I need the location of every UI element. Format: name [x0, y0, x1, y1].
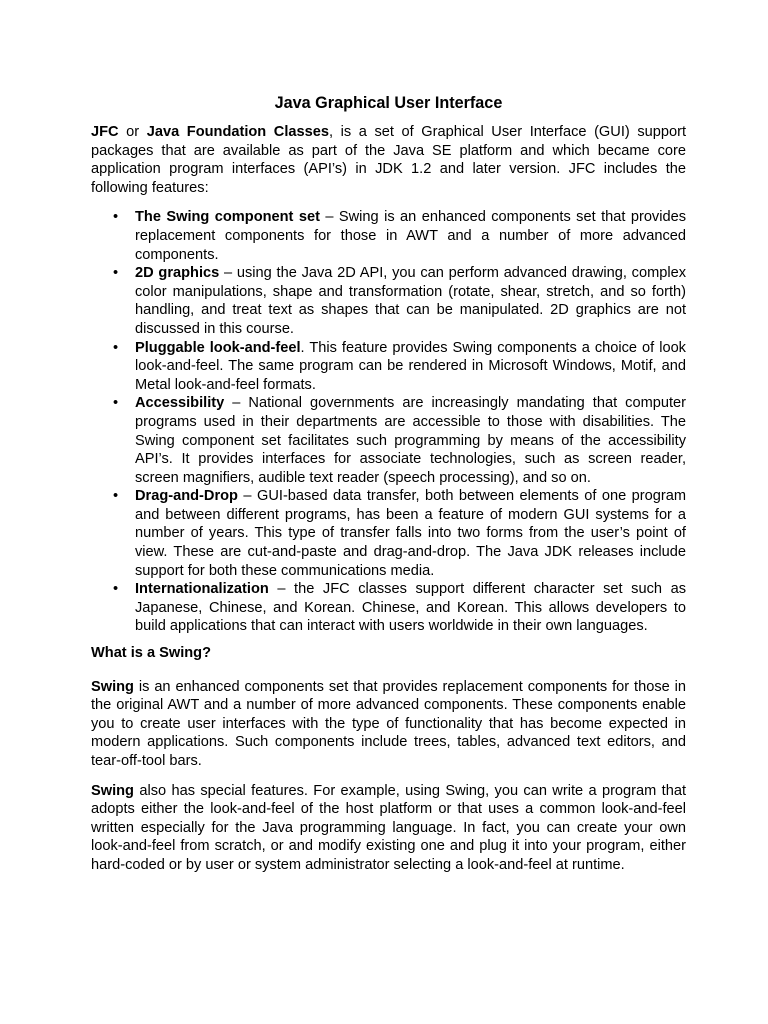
feature-list — [91, 208, 686, 636]
feature-item-drag-and-drop — [91, 487, 686, 580]
feature-text: – National governments are increasingly mandating that computer programs used in their departments are accessible to those with disabilities. The Swing component set facilitates such programming by means of the accessibility API’s. It provides interfaces for associate technologies, such as screen reader, screen magnifiers, audible text reader (speech processing), and so on. — [135, 395, 686, 486]
feature-item-pluggable-look-and-feel — [91, 339, 686, 395]
feature-name: 2D graphics — [135, 265, 220, 282]
feature-item-internationalization — [91, 580, 686, 636]
swing-paragraph-1 — [91, 678, 686, 771]
feature-name: The Swing component set — [135, 209, 320, 226]
feature-text: . This feature provides Swing components a choice of look look-and-feel. The same program can be rendered in Microsoft Windows, Motif, and Metal look-and-feel formats. — [135, 339, 686, 393]
intro-term-java-foundation-classes: Java Foundation Classes — [146, 124, 329, 140]
swing-paragraph-2-text: also has special features. For example, using Swing, you can write a program that adopts either the look-and-feel of the host platform or that uses a common look-and-feel written especially for the Java programming language. In fact, you can create your own look-and-feel from scratch, or and modify existing one and plug it into your program, either hard-coded or by user or system administrator selecting a look-and-feel at runtime. — [91, 782, 686, 873]
feature-name: Internationalization — [135, 581, 269, 598]
bullet-icon: • — [113, 265, 119, 282]
intro-text: , is a set of Graphical User Interface (GUI) support packages that are available as part of the Java SE platform and which became core application program interfaces (API’s) in JDK 1.2 and later version. JFC includes the following features: — [91, 124, 686, 196]
feature-item-accessibility — [91, 394, 686, 487]
feature-item-swing-component-set — [91, 208, 686, 264]
feature-name: Drag-and-Drop — [135, 488, 238, 505]
bullet-icon: • — [113, 581, 119, 598]
feature-text: – using the Java 2D API, you can perform advanced drawing, complex color manipulations, shape and transformation (rotate, shear, stretch, and so forth) handling, and treat text as shapes that can be manipulated. 2D graphics are not discussed in this course. — [135, 265, 686, 337]
feature-text: – the JFC classes support different character set such as Japanese, Chinese, and Korean. Chinese, and Korean. This allows developers to build applications that can interact with users worldwide in their own languages. — [135, 581, 686, 635]
bullet-icon: • — [113, 395, 119, 412]
swing-paragraph-2 — [91, 782, 686, 875]
feature-text: – Swing is an enhanced components set that provides replacement components for those in AWT and a number of more advanced components. — [135, 209, 687, 263]
intro-conjunction: or — [118, 124, 147, 140]
bullet-icon: • — [113, 339, 119, 356]
intro-paragraph — [91, 123, 686, 197]
feature-text: – GUI-based data transfer, both between elements of one program and between different programs, has been a feature of modern GUI systems for a number of years. This type of transfer falls into two forms from the user’s point of view. These are cut-and-paste and drag-and-drop. The Java JDK releases include support for both these communications media. — [135, 488, 686, 579]
feature-item-2d-graphics — [91, 264, 686, 338]
bullet-icon: • — [113, 209, 119, 226]
swing-term: Swing — [91, 782, 134, 799]
section-heading: What is a Swing? — [91, 645, 211, 662]
bullet-icon: • — [113, 488, 119, 505]
intro-term-jfc: JFC — [91, 124, 119, 140]
swing-paragraph-1-text: is an enhanced components set that provides replacement components for those in the original AWT and a number of more advanced components. These components enable you to create user interfaces with the type of functionality that has become expected in modern applications. Such components include trees, tables, advanced text editors, and tear-off-tool bars. — [91, 678, 686, 769]
swing-term: Swing — [91, 678, 134, 695]
document-page — [91, 93, 686, 886]
page-title: Java Graphical User Interface — [274, 94, 503, 112]
feature-name: Pluggable look-and-feel — [135, 339, 301, 356]
feature-name: Accessibility — [135, 395, 225, 412]
